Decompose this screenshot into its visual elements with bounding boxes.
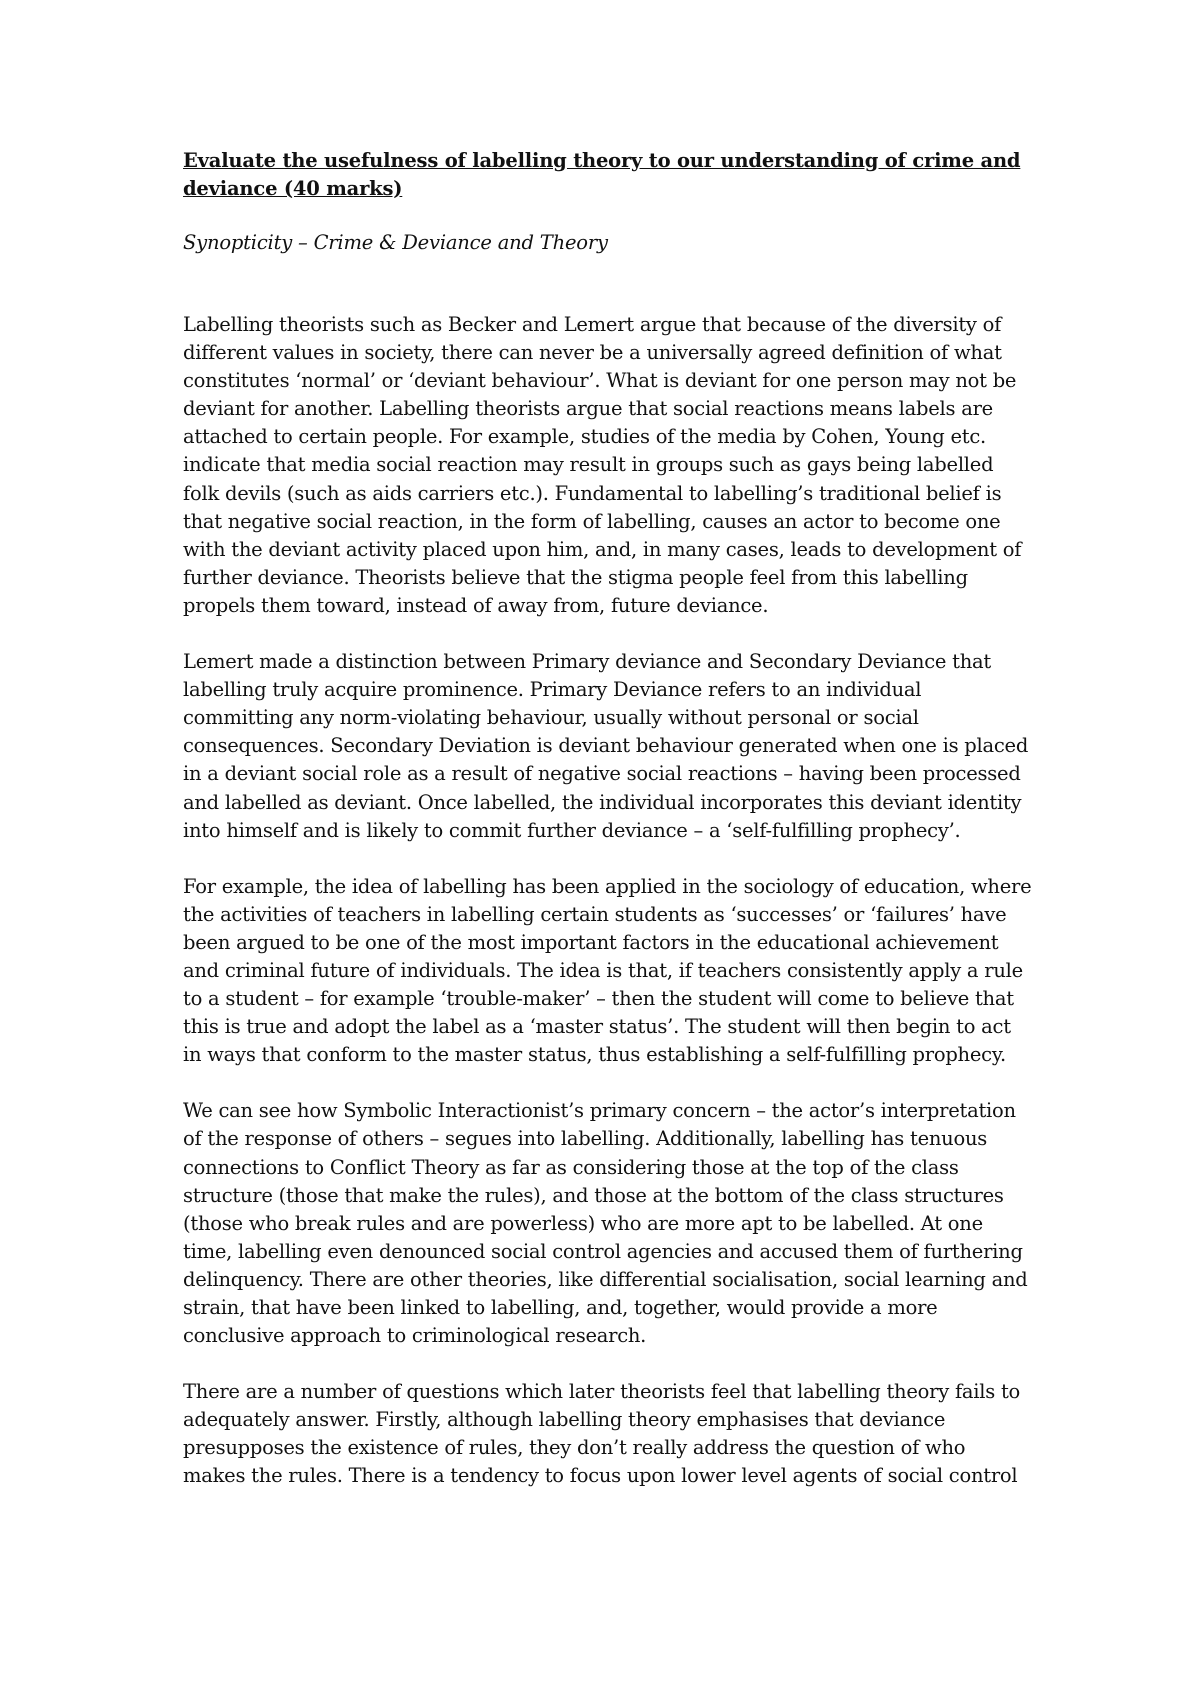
paragraph-4: We can see how Symbolic Interactionist’s primary concern – the actor’s interpretation of the response of others – segues into labelling. Additionally, labelling has tenuous connections to Conflict Theory as far as considering those at the top of the class structure (those that make the rules), and those at the bottom of the class structures (those who break rules and are powerless) who are more apt to be labelled. At one time, labelling even denounced social control agencies and accused them of furthering delinquency. There are other theories, like differential socialisation, social learning and strain, that have been linked to labelling, and, together, would provide a more conclusive approach to criminological research. [183,1099,1028,1348]
document-body [183,147,1033,1491]
essay-subtitle: Synopticity – Crime & Deviance and Theory [183,231,608,254]
paragraph-1: Labelling theorists such as Becker and Lemert argue that because of the diversity of different values in society, there can never be a universally agreed definition of what constitutes ‘normal’ or ‘deviant behaviour’. What is deviant for one person may not be deviant for another. Labelling theorists argue that social reactions means labels are attached to certain people. For example, studies of the media by Cohen, Young etc. indicate that media social reaction may result in groups such as gays being labelled folk devils (such as aids carriers etc.). Fundamental to labelling’s traditional belief is that negative social reaction, in the form of labelling, causes an actor to become one with the deviant activity placed upon him, and, in many cases, leads to development of further deviance. Theorists believe that the stigma people feel from this labelling propels them toward, instead of away from, future deviance. [183,313,1022,617]
essay-title: Evaluate the usefulness of labelling theory to our understanding of crime and deviance (40 marks) [183,149,1021,200]
paragraph-3: For example, the idea of labelling has been applied in the sociology of education, where the activities of teachers in labelling certain students as ‘successes’ or ‘failures’ have been argued to be one of the most important factors in the educational achievement and criminal future of individuals. The idea is that, if teachers consistently apply a rule to a student – for example ‘trouble-maker’ – then the student will come to believe that this is true and adopt the label as a ‘master status’. The student will then begin to act in ways that conform to the master status, thus establishing a self-fulfilling prophecy. [183,874,1032,1067]
paragraph-5: There are a number of questions which later theorists feel that labelling theory fails to adequately answer. Firstly, although labelling theory emphasises that deviance presupposes the existence of rules, they don’t really address the question of who makes the rules. There is a tendency to focus upon lower level agents of social control [183,1380,1021,1488]
paragraph-2: Lemert made a distinction between Primary deviance and Secondary Deviance that labelling truly acquire prominence. Primary Deviance refers to an individual committing any norm-violating behaviour, usually without personal or social consequences. Secondary Deviation is deviant behaviour generated when one is placed in a deviant social role as a result of negative social reactions – having been processed and labelled as deviant. Once labelled, the individual incorporates this deviant identity into himself and is likely to commit further deviance – a ‘self-fulfilling prophecy’. [183,650,1029,842]
